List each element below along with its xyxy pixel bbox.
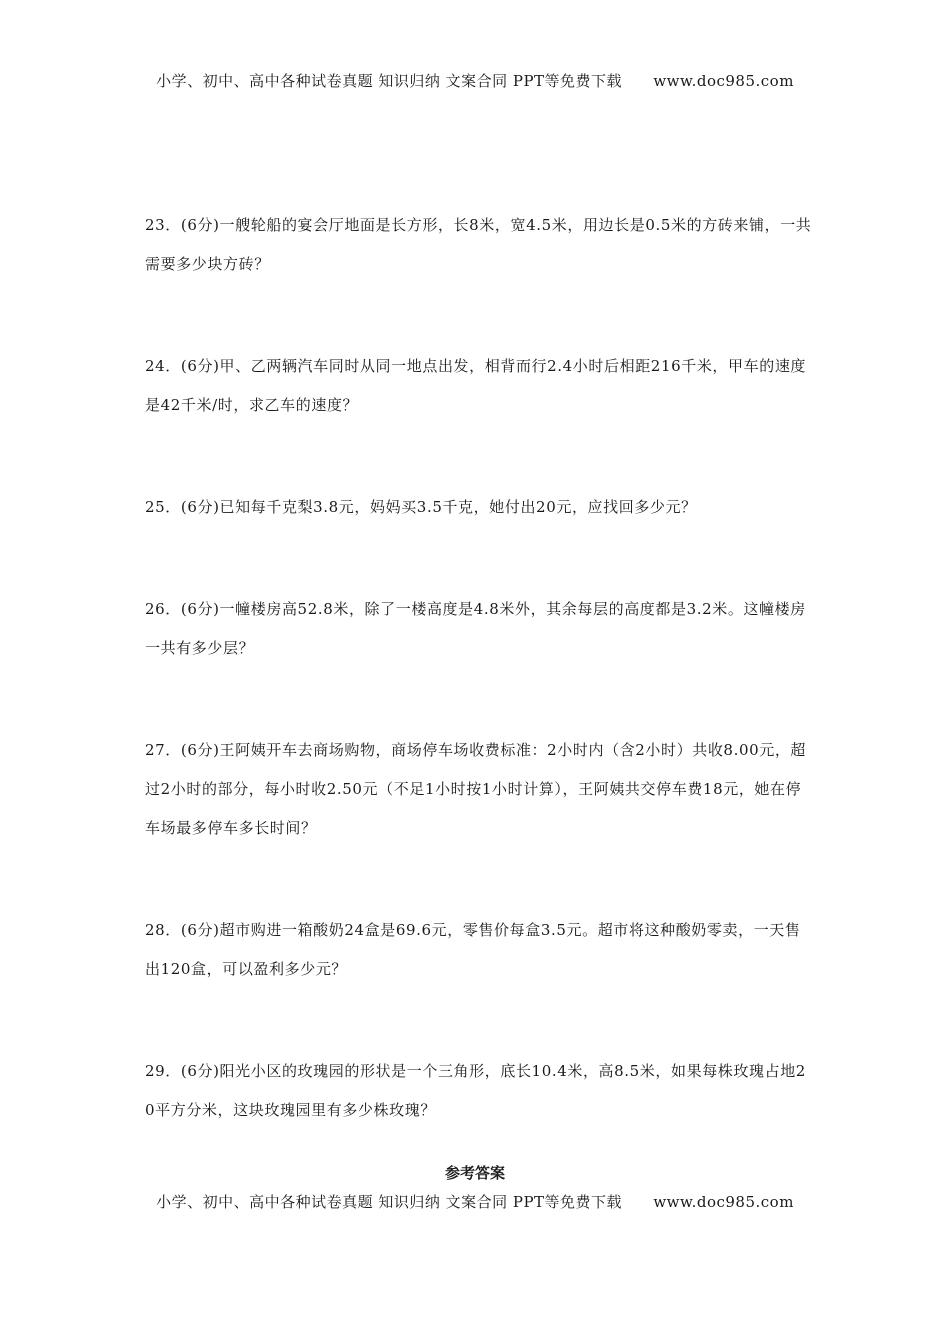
question-score: (6分) (180, 357, 220, 375)
question-number: 23． (145, 216, 181, 234)
question-26 (145, 590, 815, 668)
question-score: (6分) (180, 741, 220, 759)
question-text: 已知每千克梨3.8元，妈妈买3.5千克，她付出20元，应找回多少元？ (219, 498, 697, 516)
question-text: 甲、乙两辆汽车同时从同一地点出发，相背而行2.4小时后相距216千米，甲车的速度是42千米/时，求乙车的速度？ (145, 357, 807, 414)
question-number: 26． (145, 600, 181, 618)
question-number: 27． (145, 741, 181, 759)
question-text: 超市购进一箱酸奶24盒是69.6元，零售价每盒3.5元。超市将这种酸奶零卖，一天售出120盒，可以盈利多少元？ (145, 921, 801, 978)
question-29 (145, 1052, 815, 1130)
question-text: 王阿姨开车去商场购物，商场停车场收费标准：2小时内（含2小时）共收8.00元，超过2小时的部分，每小时收2.50元（不足1小时按1小时计算），王阿姨共交停车费18元，她在停车场最多停车多长时间？ (145, 741, 807, 837)
question-25 (145, 488, 815, 527)
question-23 (145, 206, 815, 284)
question-score: (6分) (180, 216, 220, 234)
question-28 (145, 911, 815, 989)
question-score: (6分) (180, 600, 220, 618)
question-number: 29． (145, 1062, 181, 1080)
page-footer (0, 1191, 950, 1212)
question-number: 28． (145, 921, 181, 939)
header-url: www.doc985.com (653, 72, 794, 90)
question-number: 25． (145, 498, 181, 516)
question-text: 一艘轮船的宴会厅地面是长方形，长8米，宽4.5米，用边长是0.5米的方砖来铺，一共需要多少块方砖？ (145, 216, 812, 273)
question-number: 24． (145, 357, 181, 375)
question-score: (6分) (180, 498, 220, 516)
footer-url: www.doc985.com (653, 1193, 794, 1211)
page-header (0, 70, 950, 91)
question-27 (145, 731, 815, 848)
question-score: (6分) (180, 1062, 220, 1080)
question-24 (145, 347, 815, 425)
question-score: (6分) (180, 921, 220, 939)
header-text: 小学、初中、高中各种试卷真题 知识归纳 文案合同 PPT等免费下载 (156, 72, 623, 90)
question-text: 一幢楼房高52.8米，除了一楼高度是4.8米外，其余每层的高度都是3.2米。这幢楼房一共有多少层？ (145, 600, 806, 657)
footer-text: 小学、初中、高中各种试卷真题 知识归纳 文案合同 PPT等免费下载 (156, 1193, 623, 1211)
question-text: 阳光小区的玫瑰园的形状是一个三角形，底长10.4米，高8.5米，如果每株玫瑰占地20平方分米，这块玫瑰园里有多少株玫瑰？ (145, 1062, 806, 1119)
answer-section-title: 参考答案 (444, 1164, 505, 1182)
